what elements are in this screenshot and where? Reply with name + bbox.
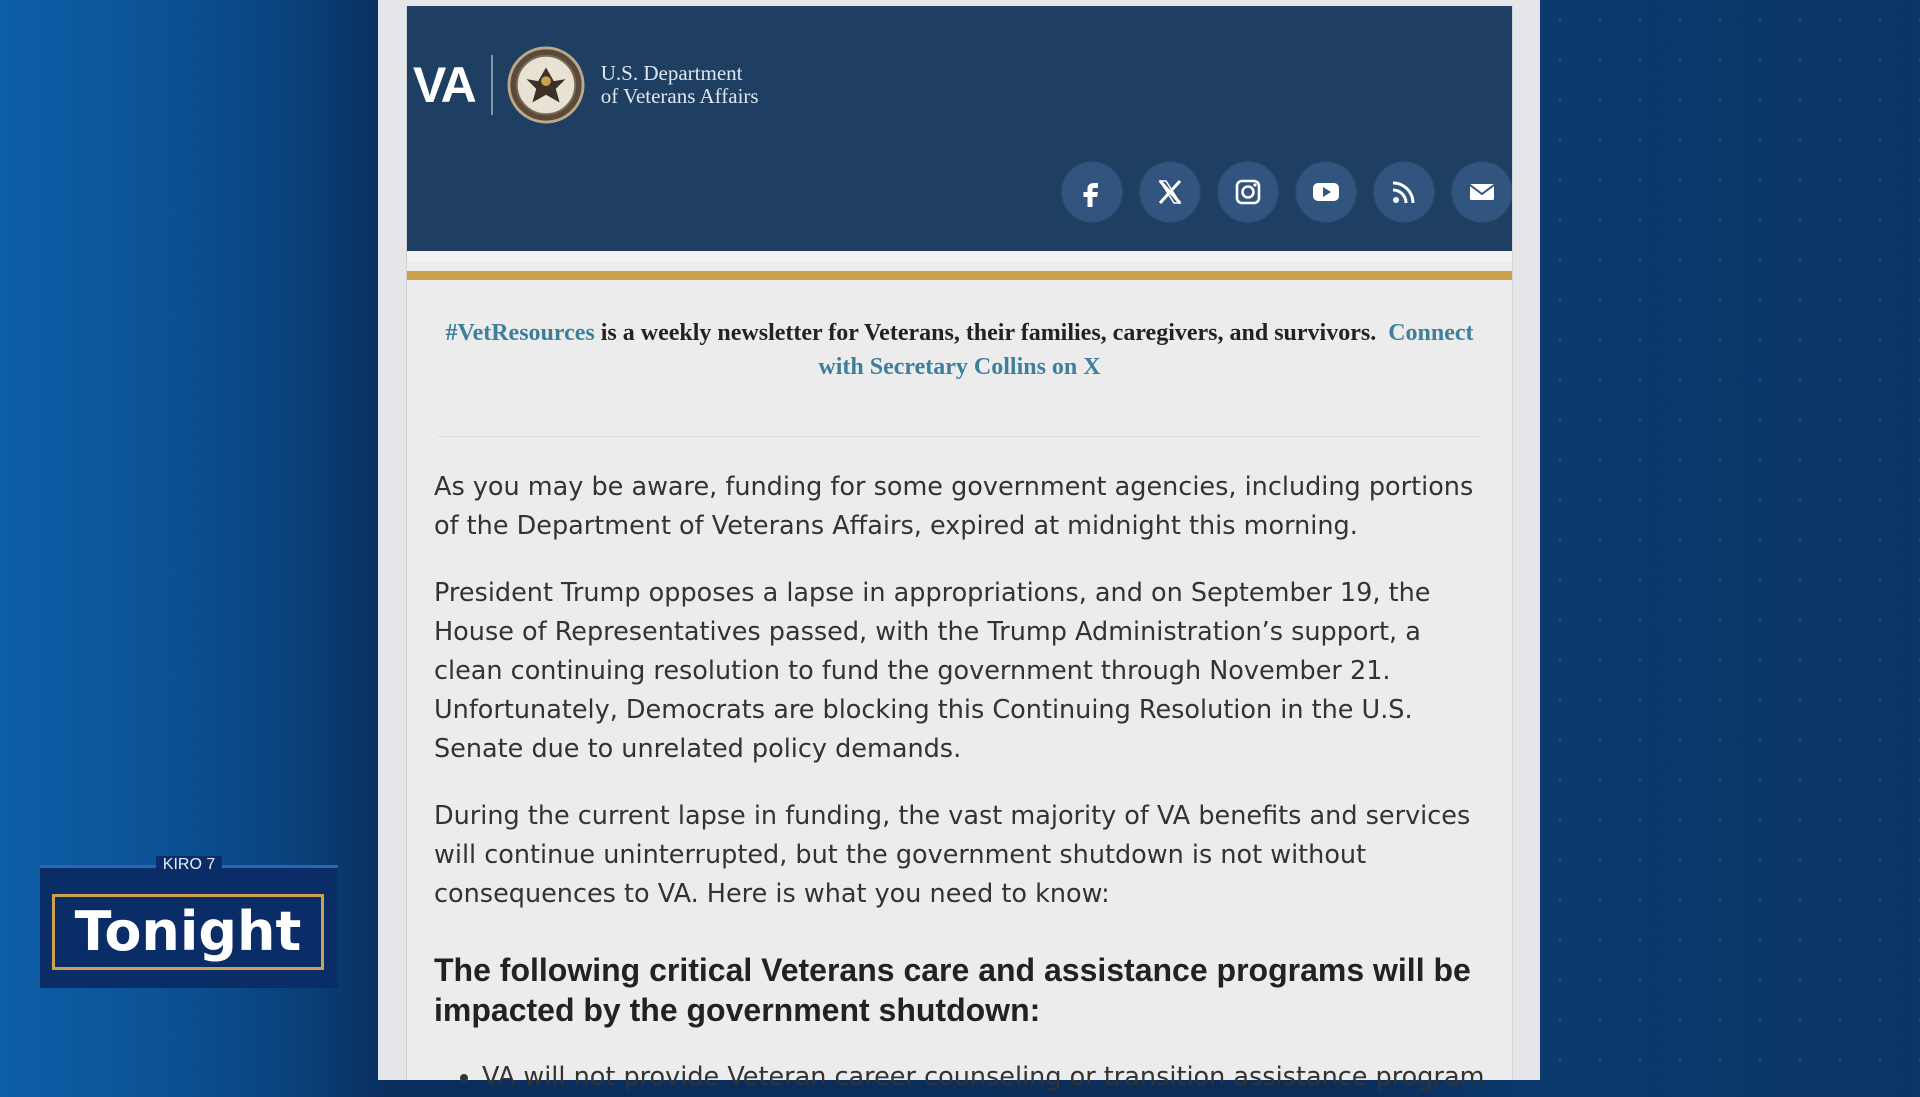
intro-text: is a weekly newsletter for Veterans, their families, caregivers, and survivors. bbox=[594, 320, 1377, 346]
x-icon bbox=[1153, 175, 1187, 209]
station-label: KIRO 7 bbox=[156, 856, 222, 873]
va-logo[interactable] bbox=[413, 40, 759, 130]
instagram-icon bbox=[1231, 175, 1265, 209]
header-divider-gold bbox=[407, 271, 1512, 280]
department-line-1: U.S. Department bbox=[600, 61, 743, 85]
newsletter-email[interactable] bbox=[406, 6, 1513, 1092]
newsletter-intro bbox=[437, 316, 1482, 384]
department-line-2: of Veterans Affairs bbox=[600, 84, 759, 108]
header-divider-white bbox=[407, 251, 1512, 263]
paragraph-continuing-resolution: President Trump opposes a lapse in appropriations, and on September 19, the House of Representatives passed, with the Trump Administration’s support, a clean continuing resolution to fund the government through November 21. Unfortunately, Democrats are blocking this Continuing Resolution in the U.S. Senate due to unrelated policy demands. bbox=[434, 578, 1431, 764]
vetresources-hashtag-link[interactable]: #VetResources bbox=[445, 320, 595, 346]
department-name bbox=[601, 62, 759, 108]
email-button[interactable] bbox=[1452, 162, 1512, 222]
connect-secretary-link[interactable]: Connect with Secretary Collins on X bbox=[818, 320, 1474, 380]
paragraph-lapse-in-funding: During the current lapse in funding, the vast majority of VA benefits and services will continue uninterrupted, but the government shutdown is not without consequences to VA. Here is what you need to know: bbox=[434, 801, 1471, 909]
va-seal-icon bbox=[507, 46, 585, 124]
instagram-button[interactable] bbox=[1218, 162, 1278, 222]
youtube-button[interactable] bbox=[1296, 162, 1356, 222]
facebook-button[interactable] bbox=[1062, 162, 1122, 222]
background-dot-pattern bbox=[1540, 0, 1920, 1080]
newsletter-header bbox=[407, 6, 1512, 251]
logo-divider bbox=[491, 55, 493, 115]
rss-button[interactable] bbox=[1374, 162, 1434, 222]
social-links bbox=[1044, 162, 1512, 222]
newsletter-body bbox=[434, 468, 1494, 1097]
list-item: • VA will not provide Veteran career counseling or transition assistance program bbox=[482, 1058, 1494, 1097]
facebook-icon bbox=[1075, 175, 1109, 209]
station-name bbox=[40, 856, 338, 874]
intro-separator bbox=[437, 436, 1482, 437]
paragraph-funding-expired: As you may be aware, funding for some government agencies, including portions of the Department of Veterans Affairs, expired at midnight this morning. bbox=[434, 472, 1474, 541]
rss-icon bbox=[1387, 175, 1421, 209]
x-button[interactable] bbox=[1140, 162, 1200, 222]
va-wordmark: VA bbox=[413, 57, 475, 113]
impacted-programs-heading: The following critical Veterans care and assistance programs will be impacted by the government shutdown: bbox=[434, 952, 1471, 1028]
email-icon bbox=[1465, 175, 1499, 209]
kiro7-tonight-logo bbox=[40, 856, 338, 988]
impacted-programs-list bbox=[434, 1058, 1494, 1097]
youtube-icon bbox=[1309, 175, 1343, 209]
show-name: Tonight bbox=[74, 900, 302, 963]
